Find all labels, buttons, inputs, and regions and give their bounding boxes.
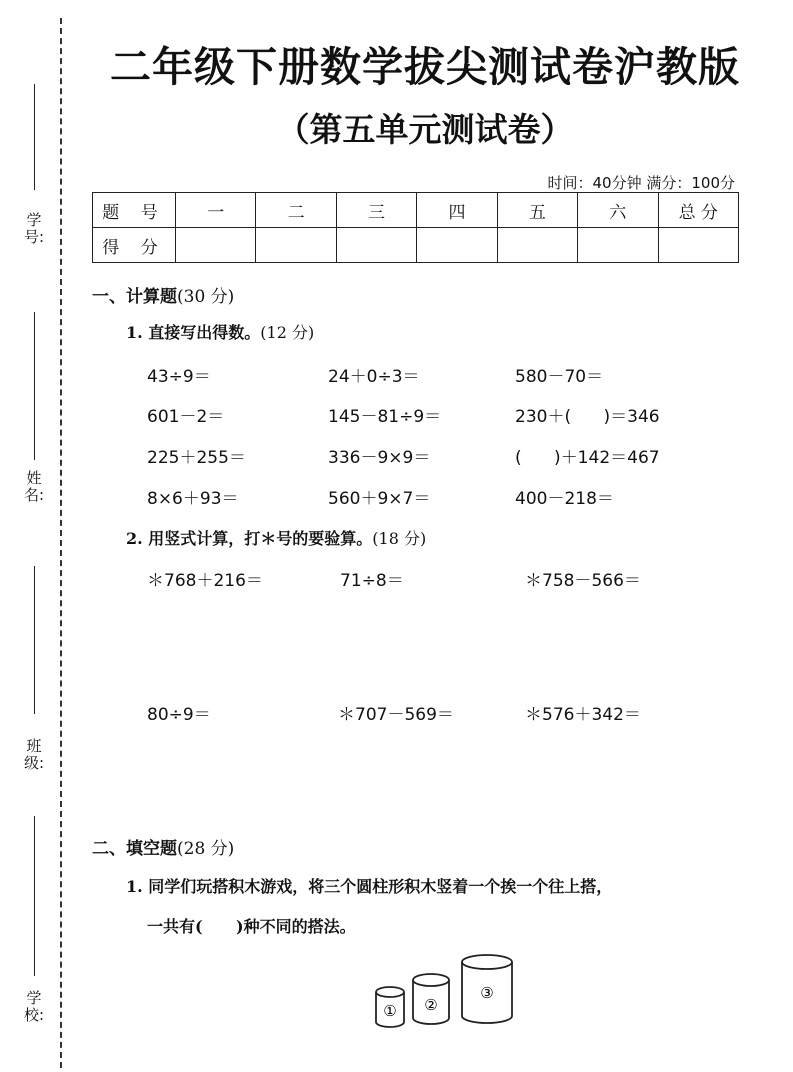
fill-question-line: 一共有( )种不同的搭法。 <box>147 917 356 936</box>
score-table-header-row <box>93 193 739 228</box>
section1-points: (30 分) <box>177 287 235 307</box>
section1-heading <box>92 282 234 307</box>
calc-expression: 24＋0÷3＝ <box>328 367 420 387</box>
calc-expression: 43÷9＝ <box>147 367 211 387</box>
name-label: 姓名: <box>23 469 45 504</box>
section2-points: (28 分) <box>177 839 235 859</box>
calc-expression: 560＋9×7＝ <box>328 489 431 509</box>
student-no-blank-line <box>34 84 35 190</box>
vertical-calc-expression: ＊576＋342＝ <box>525 705 641 725</box>
score-entry-cell[interactable] <box>336 228 416 263</box>
score-row-label: 得 分 <box>93 228 176 263</box>
student-no-label: 学号: <box>23 211 45 246</box>
vertical-calc-expression: ＊707－569＝ <box>338 705 454 725</box>
vertical-calc-expression: 80÷9＝ <box>147 705 211 725</box>
vertical-calc-expression: 71÷8＝ <box>340 571 404 591</box>
score-table-header-cell: 六 <box>578 193 658 228</box>
cylinder-large <box>462 955 512 1023</box>
class-blank-line <box>34 566 35 714</box>
name-blank-line <box>34 312 35 460</box>
binding-dashed-line <box>60 18 62 1068</box>
class-label: 班级: <box>23 737 45 772</box>
calc-expression: 8×6＋93＝ <box>147 489 239 509</box>
page-subtitle: （第五单元测试卷） <box>276 110 574 149</box>
fill-question-line: 1. 同学们玩搭积木游戏，将三个圆柱形积木竖着一个挨一个往上搭， <box>126 877 613 896</box>
score-table <box>92 192 739 263</box>
score-entry-cell[interactable] <box>658 228 738 263</box>
calc-expression: 225＋255＝ <box>147 448 246 468</box>
cylinder-label: ③ <box>480 984 494 1002</box>
calc-expression: 400－218＝ <box>515 489 614 509</box>
score-entry-cell[interactable] <box>497 228 577 263</box>
calc-expression: 230＋( )＝346 <box>515 407 660 427</box>
section1-title: 一、计算题 <box>92 287 177 307</box>
score-table-header-cell: 二 <box>256 193 336 228</box>
score-table-header-cell: 四 <box>417 193 497 228</box>
vertical-calc-expression: ＊768＋216＝ <box>147 571 263 591</box>
score-table-header-cell: 题 号 <box>93 193 176 228</box>
school-blank-line <box>34 816 35 976</box>
q1-points: (12 分) <box>260 323 315 342</box>
score-table-header-cell: 总 分 <box>658 193 738 228</box>
q1-title: 1. 直接写出得数。 <box>126 323 261 342</box>
calc-expression: ( )＋142＝467 <box>515 448 660 468</box>
exam-meta: 时间：40分钟 满分：100分 <box>547 174 735 192</box>
cylinder-small <box>376 987 404 1027</box>
section2-heading <box>92 834 234 859</box>
school-label: 学校: <box>23 989 45 1024</box>
cylinders-illustration <box>370 952 520 1032</box>
calc-expression: 580－70＝ <box>515 367 604 387</box>
vertical-calc-expression: ＊758－566＝ <box>525 571 641 591</box>
q1-heading <box>126 320 314 343</box>
calc-expression: 336－9×9＝ <box>328 448 431 468</box>
score-entry-cell[interactable] <box>578 228 658 263</box>
calc-expression: 145－81÷9＝ <box>328 407 442 427</box>
q2-title: 2. 用竖式计算，打＊号的要验算。 <box>126 529 373 548</box>
score-table-header-cell: 三 <box>336 193 416 228</box>
cylinder-label: ① <box>383 1002 397 1020</box>
q2-points: (18 分) <box>372 529 427 548</box>
q2-heading <box>126 526 426 549</box>
score-entry-cell[interactable] <box>417 228 497 263</box>
score-table-header-cell: 五 <box>497 193 577 228</box>
score-table-score-row <box>93 228 739 263</box>
score-entry-cell[interactable] <box>256 228 336 263</box>
score-table-header-cell: 一 <box>176 193 256 228</box>
calc-expression: 601－2＝ <box>147 407 225 427</box>
cylinder-medium <box>413 974 449 1024</box>
section2-title: 二、填空题 <box>92 839 177 859</box>
page-title: 二年级下册数学拔尖测试卷沪教版 <box>110 43 740 91</box>
cylinder-label: ② <box>424 996 438 1014</box>
score-entry-cell[interactable] <box>176 228 256 263</box>
